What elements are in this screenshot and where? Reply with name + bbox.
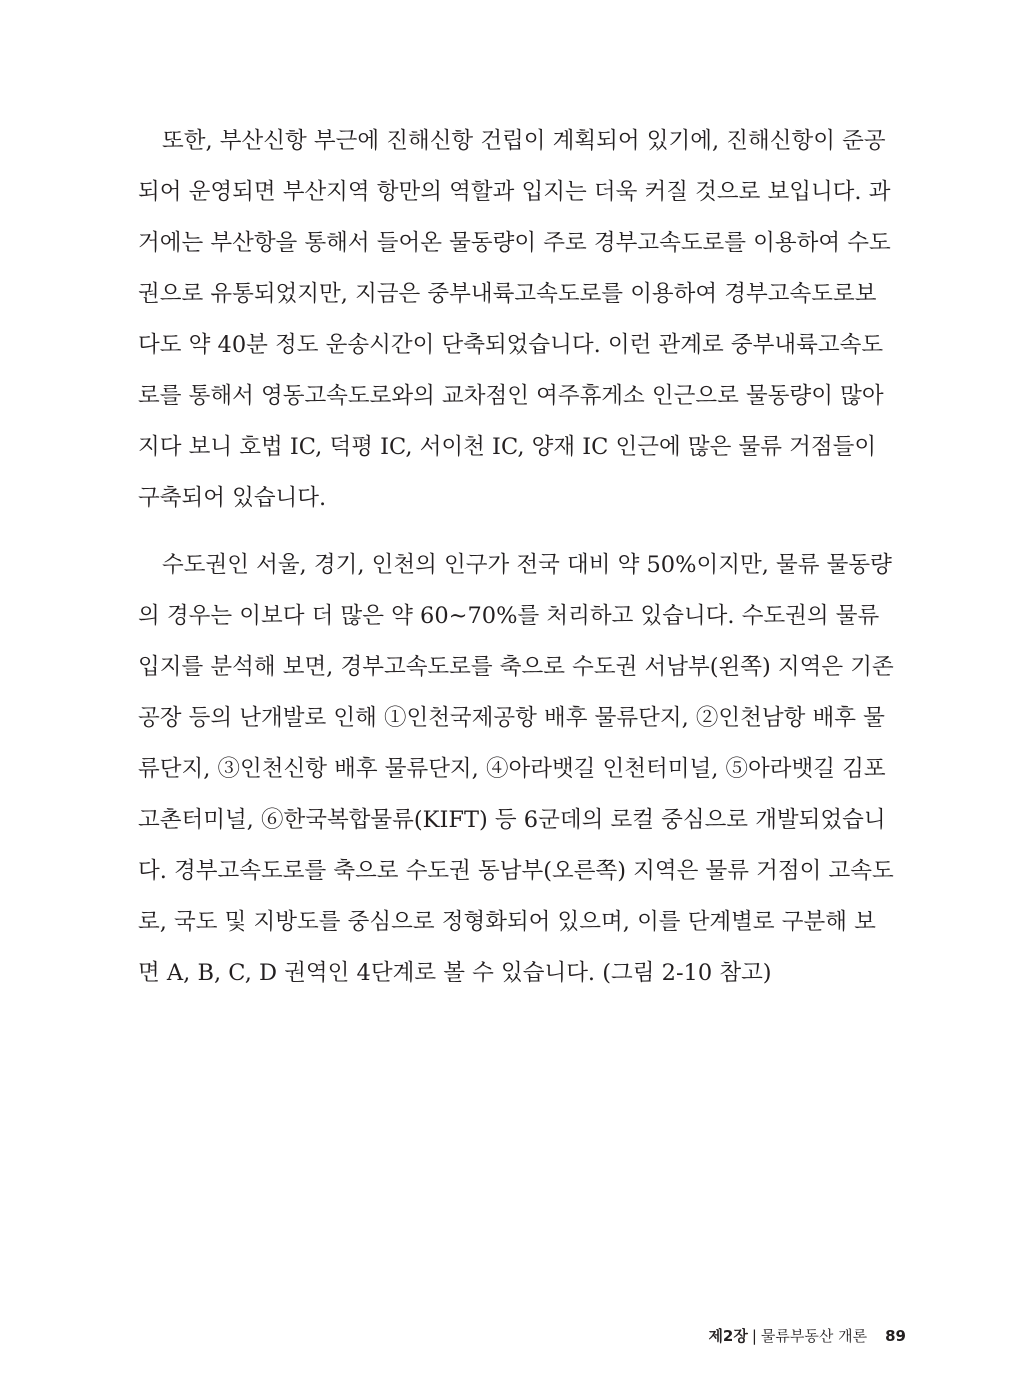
footer-separator: | — [751, 1327, 757, 1345]
paragraph-line: 면 A, B, C, D 권역인 4단계로 볼 수 있습니다. (그림 2-10 참고) — [138, 960, 772, 986]
paragraph-line: 로를 통해서 영동고속도로와의 교차점인 여주휴게소 인근으로 물동량이 많아 — [138, 383, 884, 409]
footer-book-title: 물류부동산 개론 — [760, 1327, 868, 1345]
paragraph-line: 다도 약 40분 정도 운송시간이 단축되었습니다. 이런 관계로 중부내륙고속도 — [138, 332, 884, 358]
footer-chapter: 제2장 — [708, 1327, 748, 1345]
paragraph-line: 류단지, ③인천신항 배후 물류단지, ④아라뱃길 인천터미널, ⑤아라뱃길 김포 — [138, 756, 886, 782]
paragraph-line: 고촌터미널, ⑥한국복합물류(KIFT) 등 6군데의 로컬 중심으로 개발되었습니 — [138, 807, 886, 833]
page-footer — [708, 1326, 906, 1346]
paragraph-line: 권으로 유통되었지만, 지금은 중부내륙고속도로를 이용하여 경부고속도로보 — [138, 281, 877, 307]
paragraph-line: 수도권인 서울, 경기, 인천의 인구가 전국 대비 약 50%이지만, 물류 물동량 — [162, 552, 892, 578]
paragraph-line: 되어 운영되면 부산지역 항만의 역할과 입지는 더욱 커질 것으로 보입니다. 과 — [138, 179, 891, 205]
page-number: 89 — [885, 1327, 906, 1345]
paragraph-line: 또한, 부산신항 부근에 진해신항 건립이 계획되어 있기에, 진해신항이 준공 — [162, 128, 886, 154]
paragraph-line: 입지를 분석해 보면, 경부고속도로를 축으로 수도권 서남부(왼쪽) 지역은 기존 — [138, 654, 894, 680]
paragraph-line: 지다 보니 호법 IC, 덕평 IC, 서이천 IC, 양재 IC 인근에 많은 물류 거점들이 — [138, 434, 877, 460]
paragraph-line: 구축되어 있습니다. — [138, 485, 327, 511]
paragraph-line: 공장 등의 난개발로 인해 ①인천국제공항 배후 물류단지, ②인천남항 배후 물 — [138, 705, 885, 731]
paragraph-line: 거에는 부산항을 통해서 들어온 물동량이 주로 경부고속도로를 이용하여 수도 — [138, 230, 891, 256]
paragraph-line: 로, 국도 및 지방도를 중심으로 정형화되어 있으며, 이를 단계별로 구분해 보 — [138, 909, 876, 935]
paragraph-line: 다. 경부고속도로를 축으로 수도권 동남부(오른쪽) 지역은 물류 거점이 고속도 — [138, 858, 894, 884]
paragraph-line: 의 경우는 이보다 더 많은 약 60~70%를 처리하고 있습니다. 수도권의 물류 — [138, 603, 880, 629]
